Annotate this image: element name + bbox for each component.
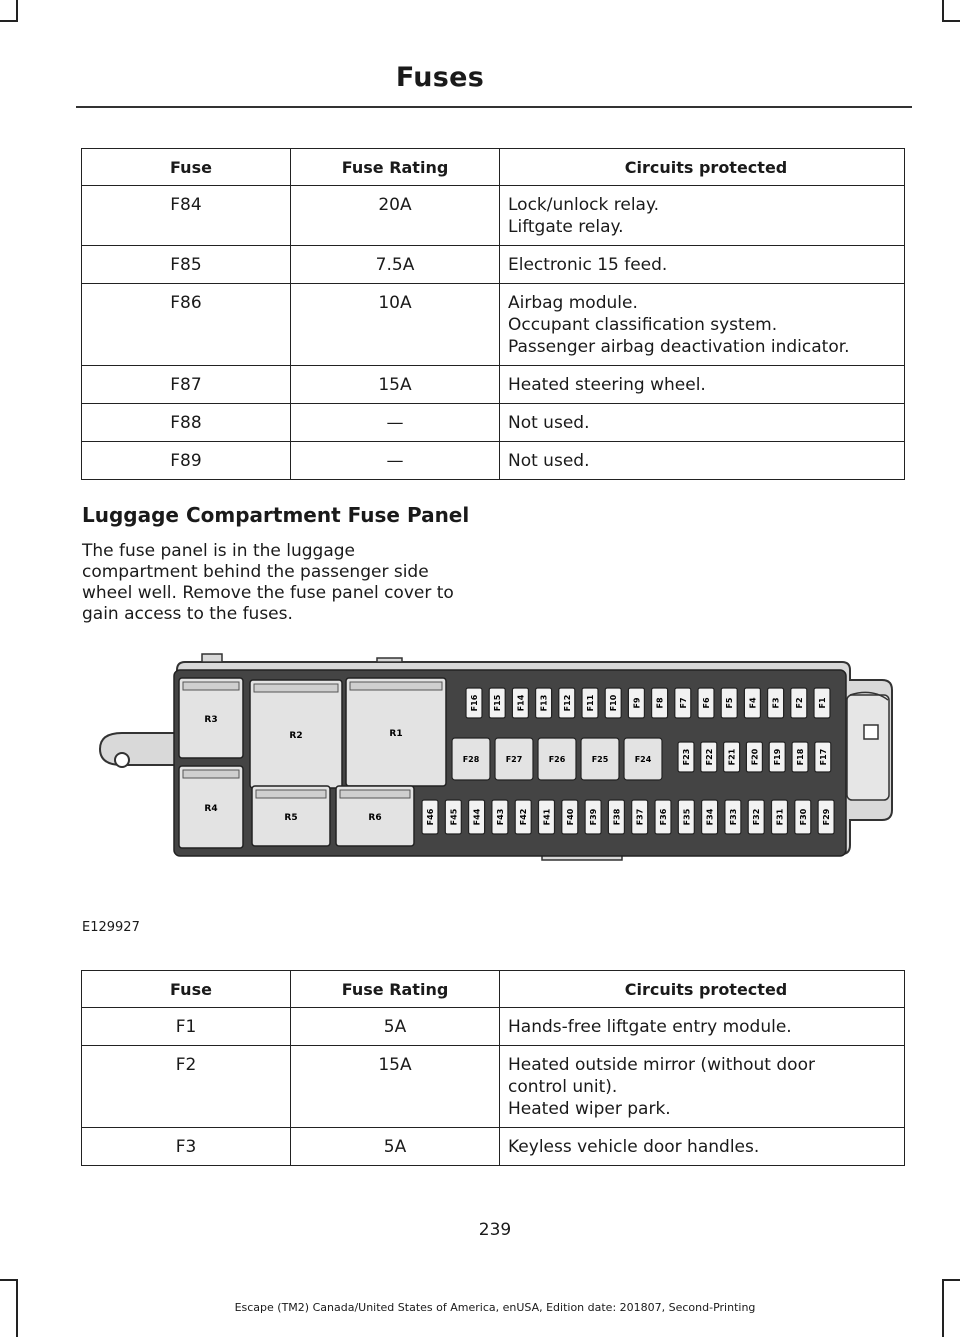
fuse-slot <box>792 742 808 772</box>
title-rule <box>76 106 912 108</box>
fuse-label: F11 <box>586 694 595 712</box>
fuse-slot <box>489 688 505 718</box>
fuse-label: F43 <box>495 808 505 826</box>
rating-cell: 20A <box>291 186 500 246</box>
fuse-label: F5 <box>725 697 735 709</box>
fuse-slot-large <box>624 738 662 780</box>
fuse-slot <box>632 800 648 834</box>
fuse-slot <box>512 688 528 718</box>
fuse-label: F32 <box>752 808 762 826</box>
circuit-line: Heated wiper park. <box>508 1099 671 1119</box>
fuse-slot-large <box>452 738 490 780</box>
circuits-cell <box>500 1046 905 1128</box>
fuse-label: F25 <box>591 755 609 764</box>
fuse-slot <box>422 800 438 834</box>
circuit-line: Electronic 15 feed. <box>508 255 668 275</box>
fuse-label: F31 <box>775 808 785 826</box>
table-row <box>82 404 905 442</box>
circuits-cell <box>500 404 905 442</box>
fuse-label: F39 <box>589 808 599 826</box>
rating-cell: — <box>291 404 500 442</box>
fuse-label: F19 <box>773 748 783 766</box>
fuse-label: F37 <box>635 808 645 826</box>
relay-label: R6 <box>368 813 382 823</box>
fuse-label: F29 <box>822 808 832 826</box>
edition-footer: Escape (TM2) Canada/United States of America, enUSA, Edition date: 201807, Second-Printing <box>234 1301 756 1314</box>
fuse-slot-large <box>581 738 619 780</box>
fuse-label: F27 <box>505 755 523 764</box>
fuse-label: F2 <box>794 697 804 709</box>
column-header-fuse: Fuse <box>82 971 291 1008</box>
fuse-slot <box>652 688 668 718</box>
circuit-line: Not used. <box>508 451 590 471</box>
relay-r5 <box>252 786 330 846</box>
relay-top-tab <box>183 682 239 690</box>
fuse-slot <box>582 688 598 718</box>
circuit-line: Liftgate relay. <box>508 217 624 237</box>
fuse-cell: F2 <box>82 1046 291 1128</box>
relay-top-tab <box>183 770 239 778</box>
fuse-label: F35 <box>682 808 692 826</box>
column-header-rating: Fuse Rating <box>291 149 500 186</box>
table-row <box>82 186 905 246</box>
circuits-cell <box>500 246 905 284</box>
fuse-cell: F86 <box>82 284 291 366</box>
relay-top-tab <box>256 790 326 798</box>
fuse-label: F18 <box>796 748 805 766</box>
fuse-slot <box>466 688 482 718</box>
section-body: The fuse panel is in the luggage compartment behind the passenger side wheel well. Remove the fuse panel cover to gain access to the fuses. <box>82 541 454 624</box>
rating-cell: — <box>291 442 500 480</box>
fuse-label: F36 <box>659 808 668 826</box>
fuse-label: F10 <box>609 694 619 712</box>
fuse-cell: F88 <box>82 404 291 442</box>
circuit-line: Heated steering wheel. <box>508 375 706 395</box>
fuse-label: F23 <box>682 748 691 766</box>
fuse-label: F28 <box>462 755 480 764</box>
fuse-label: F7 <box>678 697 688 709</box>
fuse-panel-diagram <box>82 640 912 940</box>
fuse-slot <box>515 800 531 834</box>
fuse-slot <box>724 742 740 772</box>
relay-r3 <box>179 678 243 758</box>
crop-mark <box>16 0 18 22</box>
fuse-slot <box>769 742 785 772</box>
fuse-label: F41 <box>542 808 552 826</box>
fuse-label: F16 <box>470 694 479 712</box>
table-row <box>82 366 905 404</box>
fuse-slot <box>608 800 624 834</box>
fuse-label: F38 <box>612 808 622 826</box>
circuits-cell <box>500 442 905 480</box>
fuse-label: F17 <box>818 748 828 766</box>
fuse-cell: F87 <box>82 366 291 404</box>
circuit-line: Passenger airbag deactivation indicator. <box>508 337 850 357</box>
fuse-label: F26 <box>548 755 566 764</box>
fuse-cell: F84 <box>82 186 291 246</box>
fuse-slot <box>445 800 461 834</box>
page-title: Fuses <box>395 62 485 93</box>
relay-top-tab <box>340 790 410 798</box>
table-row <box>82 1128 905 1166</box>
fuse-label: F24 <box>634 755 652 764</box>
fuse-slot <box>655 800 671 834</box>
fuse-slot-large <box>495 738 533 780</box>
relay-label: R1 <box>389 729 403 739</box>
circuits-cell <box>500 366 905 404</box>
circuits-cell <box>500 1128 905 1166</box>
fuse-slot <box>818 800 834 834</box>
fuse-slot <box>768 688 784 718</box>
relay-label: R5 <box>284 813 298 823</box>
fuse-slot <box>744 688 760 718</box>
rating-cell: 15A <box>291 1046 500 1128</box>
circuit-line: Airbag module. <box>508 293 638 313</box>
column-header-rating: Fuse Rating <box>291 971 500 1008</box>
fuse-label: F9 <box>632 697 642 709</box>
rating-cell: 5A <box>291 1008 500 1046</box>
fuse-label: F12 <box>562 694 572 712</box>
circuit-line: control unit). <box>508 1077 618 1097</box>
table-row <box>82 1008 905 1046</box>
rating-cell: 7.5A <box>291 246 500 284</box>
fuse-label: F34 <box>705 808 715 826</box>
fuse-slot <box>701 742 717 772</box>
table-row <box>82 1046 905 1128</box>
fuse-label: F13 <box>539 694 549 712</box>
relay-r1 <box>346 678 446 786</box>
relay-r2 <box>250 680 342 788</box>
relay-label: R3 <box>204 715 218 725</box>
fuse-label: F42 <box>519 808 529 826</box>
rating-cell: 10A <box>291 284 500 366</box>
fuse-slot-large <box>538 738 576 780</box>
fuse-slot <box>492 800 508 834</box>
fuse-cell: F3 <box>82 1128 291 1166</box>
fuse-slot <box>795 800 811 834</box>
crop-mark <box>942 20 960 22</box>
table-header-row <box>82 971 905 1008</box>
fuse-slot <box>562 800 578 834</box>
fuse-label: F15 <box>493 694 503 712</box>
column-header-fuse: Fuse <box>82 149 291 186</box>
fuse-label: F6 <box>702 697 711 709</box>
fuse-label: F3 <box>771 697 781 709</box>
relay-r6 <box>336 786 414 846</box>
mounting-hole <box>115 753 129 767</box>
crop-mark <box>0 20 18 22</box>
page-number: 239 <box>478 1220 512 1240</box>
fuse-label: F45 <box>449 808 459 826</box>
fuse-slot <box>469 800 485 834</box>
fuse-table-2 <box>81 970 905 1166</box>
fuse-cell: F1 <box>82 1008 291 1046</box>
fuse-slot <box>698 688 714 718</box>
fuse-slot <box>675 688 691 718</box>
fuse-slot <box>748 800 764 834</box>
fuse-slot <box>536 688 552 718</box>
fuse-slot <box>678 800 694 834</box>
fuse-slot <box>772 800 788 834</box>
circuit-line: Keyless vehicle door handles. <box>508 1137 760 1157</box>
table-row <box>82 284 905 366</box>
relay-label: R4 <box>204 804 218 814</box>
fuse-cell: F89 <box>82 442 291 480</box>
fuse-slot <box>725 800 741 834</box>
rating-cell: 15A <box>291 366 500 404</box>
fuse-slot <box>605 688 621 718</box>
fuse-label: F44 <box>472 808 482 826</box>
fuse-slot <box>791 688 807 718</box>
fuse-slot <box>559 688 575 718</box>
circuit-line: Not used. <box>508 413 590 433</box>
circuit-line: Heated outside mirror (without door <box>508 1055 815 1075</box>
relay-r4 <box>179 766 243 848</box>
section-heading: Luggage Compartment Fuse Panel <box>82 503 470 527</box>
fuse-slot <box>721 688 737 718</box>
relay-top-tab <box>350 682 442 690</box>
fuse-label: F46 <box>426 808 435 826</box>
fuse-label: F4 <box>748 697 758 709</box>
circuit-line: Hands-free liftgate entry module. <box>508 1017 792 1037</box>
column-header-circuits: Circuits protected <box>500 971 905 1008</box>
rating-cell: 5A <box>291 1128 500 1166</box>
fuse-slot <box>628 688 644 718</box>
fuse-label: F20 <box>750 748 760 766</box>
fuse-label: F21 <box>727 748 737 766</box>
circuit-line: Occupant classification system. <box>508 315 778 335</box>
fuse-slot <box>585 800 601 834</box>
fuse-label: F40 <box>565 808 575 826</box>
fuse-slot <box>746 742 762 772</box>
figure-id: E129927 <box>82 920 140 935</box>
circuits-cell <box>500 1008 905 1046</box>
fuse-label: F14 <box>516 694 526 712</box>
fuse-slot <box>814 688 830 718</box>
circuit-line: Lock/unlock relay. <box>508 195 660 215</box>
table-row <box>82 246 905 284</box>
crop-mark <box>942 1279 960 1281</box>
relay-top-tab <box>254 684 338 692</box>
fuse-label: F1 <box>818 697 827 709</box>
crop-mark <box>0 1279 18 1281</box>
column-header-circuits: Circuits protected <box>500 149 905 186</box>
circuits-cell <box>500 284 905 366</box>
fuse-slot <box>702 800 718 834</box>
crop-mark <box>942 0 944 22</box>
fuse-slot <box>539 800 555 834</box>
relay-label: R2 <box>289 731 303 741</box>
fuse-cell: F85 <box>82 246 291 284</box>
fuse-label: F8 <box>655 697 665 709</box>
fuse-label: F22 <box>704 748 714 766</box>
fuse-slot <box>815 742 831 772</box>
table-header-row <box>82 149 905 186</box>
circuits-cell <box>500 186 905 246</box>
table-row <box>82 442 905 480</box>
fuse-table-1 <box>81 148 905 480</box>
fuse-label: F30 <box>798 808 808 826</box>
fuse-label: F33 <box>728 808 738 826</box>
fuse-slot <box>678 742 694 772</box>
